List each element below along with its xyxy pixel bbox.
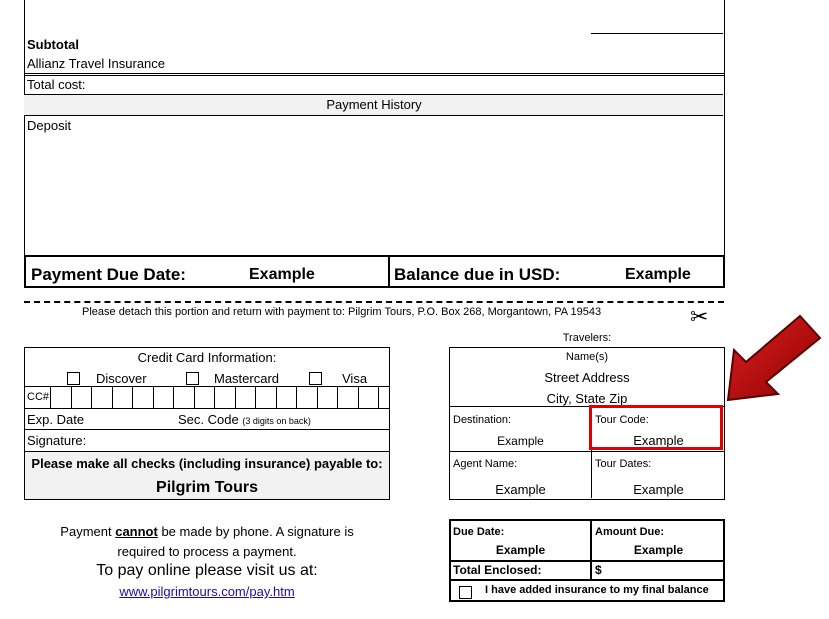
cc-digit-cell-divider xyxy=(132,386,133,408)
payment-due-label: Payment Due Date: xyxy=(31,265,186,284)
divider xyxy=(24,73,724,74)
balance-due-value[interactable]: Example xyxy=(625,266,691,283)
payee-name: Pilgrim Tours xyxy=(156,479,258,496)
discover-label: Discover xyxy=(96,371,147,386)
checks-pre: Please make all checks (including insurance xyxy=(31,456,306,471)
due-balance-separator xyxy=(388,255,390,288)
red-arrow-icon xyxy=(718,312,822,404)
checks-post: payable to: xyxy=(310,456,383,471)
deposit-label: Deposit xyxy=(27,118,72,133)
cc-digit-cell-divider xyxy=(50,386,51,408)
pay-online-text: To pay online please visit us at: xyxy=(96,562,318,579)
mastercard-label: Mastercard xyxy=(214,371,280,386)
insurance-check-label: I have added insurance to my final balance xyxy=(485,584,709,596)
visa-label: Visa xyxy=(342,371,368,386)
detach-instructions: Please detach this portion and return with payment to: Pilgrim Tours, P.O. Box 268, Morgantown, PA 19543 xyxy=(82,306,602,318)
sec-code-label xyxy=(178,412,311,427)
cc-digit-cell-divider xyxy=(378,386,379,408)
names-label: Name(s) xyxy=(565,351,609,363)
cc-digit-cell-divider xyxy=(235,386,236,408)
insurance-checkbox[interactable] xyxy=(459,584,472,602)
divider xyxy=(24,429,390,430)
divider xyxy=(449,579,725,581)
cc-digit-cell-divider xyxy=(91,386,92,408)
destination-value[interactable]: Example xyxy=(497,434,544,448)
destination-label: Destination: xyxy=(453,414,512,426)
cc-digit-cell-divider xyxy=(214,386,215,408)
balance-due-label: Balance due in USD: xyxy=(394,265,561,284)
divider xyxy=(24,75,724,76)
signature-notice: required to process a payment. xyxy=(117,544,297,559)
dollar-sign[interactable]: $ xyxy=(595,563,602,577)
credit-card-title: Credit Card Information: xyxy=(137,350,277,365)
checks-paren: ) xyxy=(305,456,311,471)
agent-name-label: Agent Name: xyxy=(453,458,518,470)
checks-payable-text xyxy=(24,456,390,471)
top-section xyxy=(24,0,725,287)
payment-history-label: Payment History xyxy=(326,97,422,112)
divider xyxy=(449,560,725,562)
divider xyxy=(24,408,390,409)
cc-digit-cell-divider xyxy=(296,386,297,408)
cc-digit-cell-divider xyxy=(255,386,256,408)
amount-due-label: Amount Due: xyxy=(595,526,665,538)
phone-notice xyxy=(24,524,390,539)
cc-digit-cell-divider xyxy=(358,386,359,408)
subtotal-label: Subtotal xyxy=(27,37,79,52)
scissors-icon: ✂ xyxy=(690,304,709,329)
divider xyxy=(449,451,725,452)
cc-digit-cell-divider xyxy=(317,386,318,408)
city-state-zip[interactable]: City, State Zip xyxy=(546,391,628,406)
sec-code-note: (3 digits on back) xyxy=(242,416,311,426)
cc-digit-cell-divider xyxy=(71,386,72,408)
tour-code-value[interactable]: Example xyxy=(633,433,684,448)
pay-online-link-wrap xyxy=(24,584,390,599)
cc-digit-cell-divider xyxy=(112,386,113,408)
street-address[interactable]: Street Address xyxy=(544,370,630,385)
tour-code-highlight-box xyxy=(589,405,723,450)
cc-digit-cell-divider xyxy=(276,386,277,408)
amount-due-value[interactable]: Example xyxy=(633,543,684,557)
exp-date-label: Exp. Date xyxy=(27,412,85,427)
tour-dates-value[interactable]: Example xyxy=(633,482,684,497)
phone-notice-cannot: cannot xyxy=(115,524,158,539)
cc-digit-cell-divider xyxy=(194,386,195,408)
phone-notice-a: Payment xyxy=(60,524,116,539)
agent-name-value[interactable]: Example xyxy=(495,482,546,497)
payment-due-value[interactable]: Example xyxy=(249,266,315,283)
subtotal-line xyxy=(591,33,723,34)
cc-digit-cell-divider xyxy=(173,386,174,408)
cc-number-label: CC# xyxy=(27,391,50,403)
due-date-value[interactable]: Example xyxy=(495,543,546,557)
sec-code-text: Sec. Code xyxy=(178,412,239,427)
phone-notice-b: be made by phone. A signature is xyxy=(157,524,354,539)
tour-code-label: Tour Code: xyxy=(595,414,649,426)
signature-label: Signature: xyxy=(27,433,87,448)
cc-number-row xyxy=(24,386,390,409)
pay-online-link[interactable]: www.pilgrimtours.com/pay.htm xyxy=(119,584,295,599)
total-cost-label: Total cost: xyxy=(27,77,86,92)
total-enclosed-label: Total Enclosed: xyxy=(453,563,542,577)
tour-dates-label: Tour Dates: xyxy=(595,458,652,470)
detach-dashed-line xyxy=(24,301,724,303)
travelers-label: Travelers: xyxy=(562,332,612,344)
due-date-label: Due Date: xyxy=(453,526,505,538)
cc-digit-cell-divider xyxy=(337,386,338,408)
insurance-label: Allianz Travel Insurance xyxy=(27,56,166,71)
cc-digit-cell-divider xyxy=(153,386,154,408)
